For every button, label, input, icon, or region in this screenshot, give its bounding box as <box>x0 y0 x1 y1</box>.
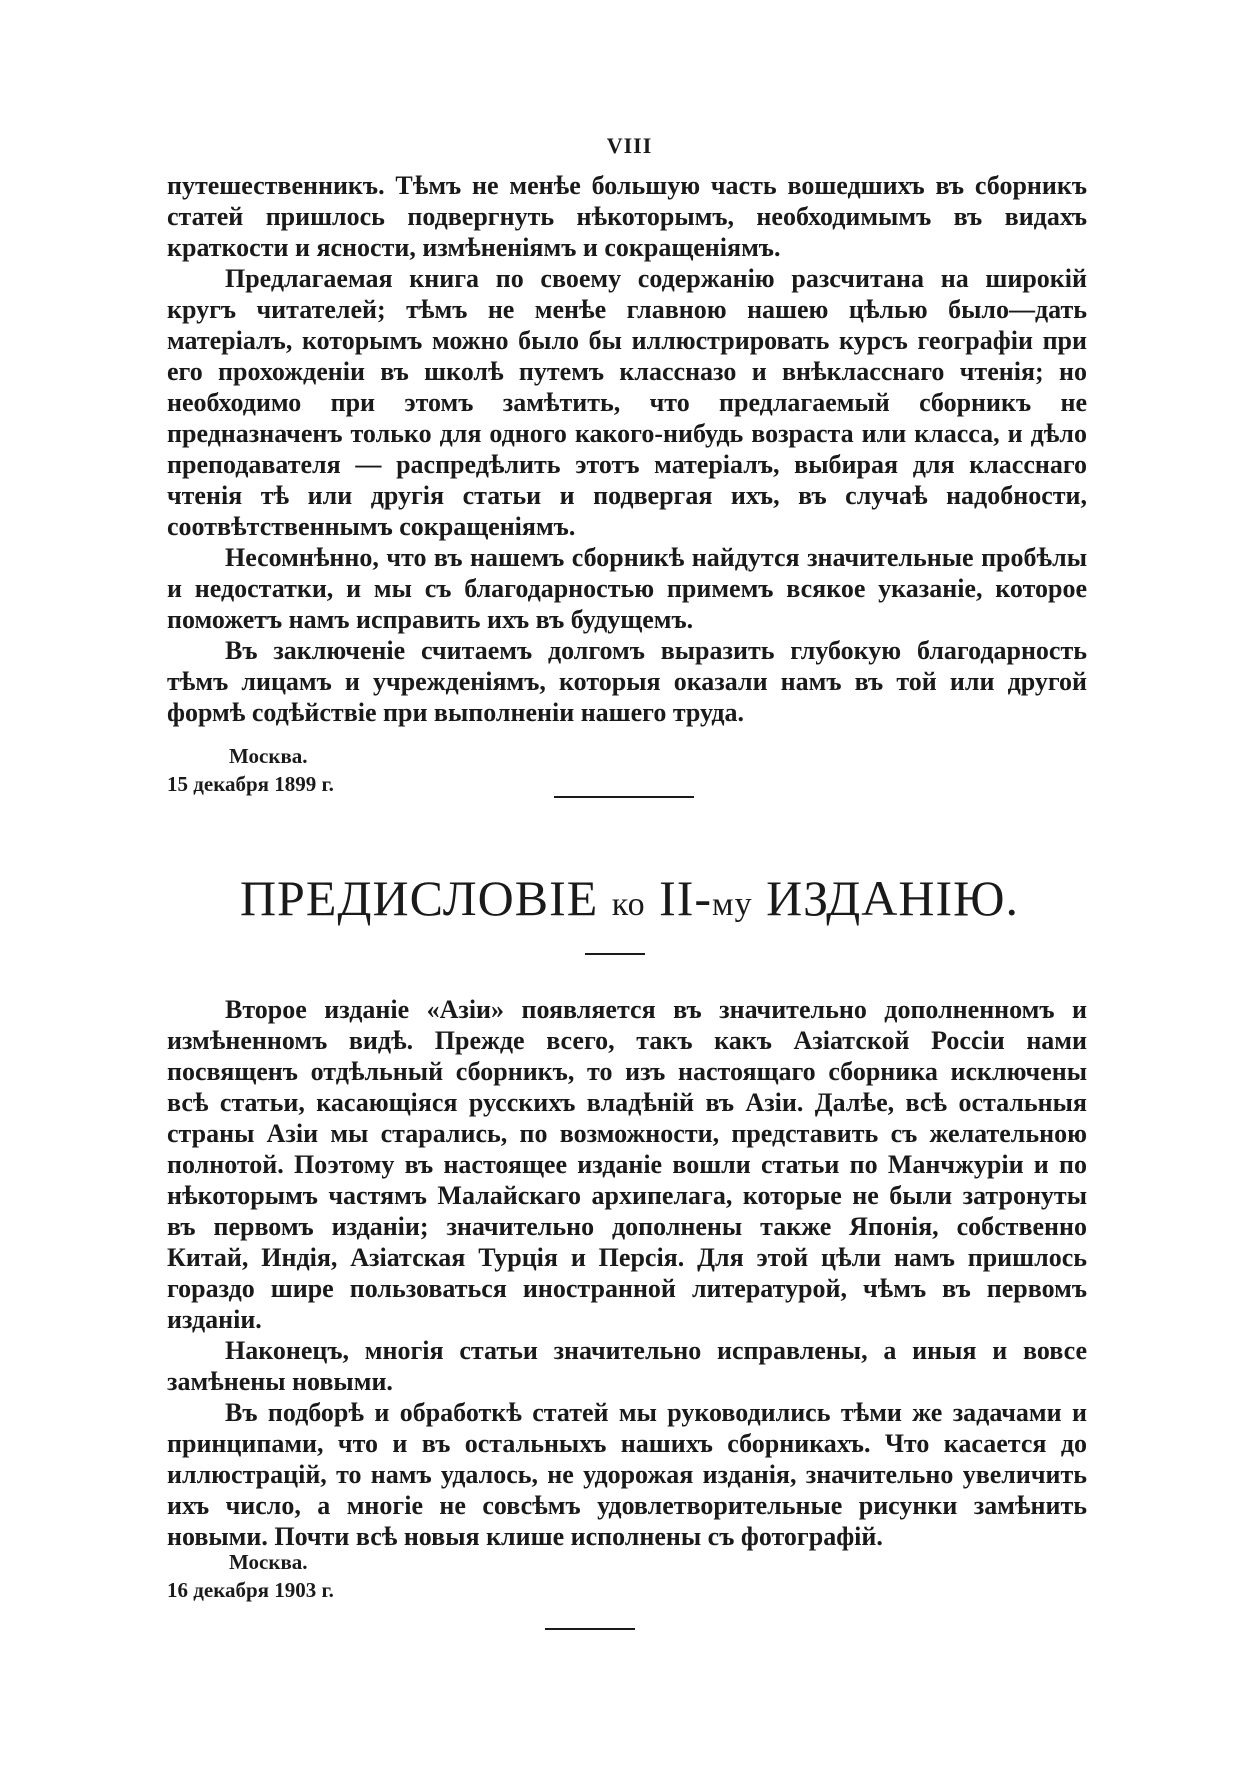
heading-part: ПРЕДИСЛОВІЕ <box>239 870 612 926</box>
paragraph: Въ заключеніе считаемъ долгомъ выразить глубокую благодарность тѣмъ лицамъ и учрежденіямъ, которыя оказали намъ въ той или другой формѣ содѣйствіе при выполненіи нашего труда. <box>167 636 1087 727</box>
paragraph: путешественникъ. Тѣмъ не менѣе большую часть вошедшихъ въ сборникъ статей пришлось подвергнуть нѣкоторымъ, необходимымъ въ видахъ краткости и ясности, измѣненіямъ и сокращеніямъ. <box>167 171 1087 262</box>
signature-1903 <box>167 1548 334 1604</box>
heading-part: ко <box>611 886 646 923</box>
signature-date: 15 декабря 1899 г. <box>167 772 334 796</box>
page-number: VIII <box>606 133 653 158</box>
heading-part: му <box>712 886 753 923</box>
heading-underline <box>585 953 645 955</box>
section-heading <box>0 868 1259 935</box>
end-divider <box>545 1628 635 1630</box>
signature-city: Москва. <box>229 1550 308 1574</box>
signature-date: 16 декабря 1903 г. <box>167 1578 334 1602</box>
signature-city: Москва. <box>229 744 308 768</box>
preface-second-edition <box>167 994 1087 1552</box>
heading-part: ИЗДАНІЮ. <box>752 870 1020 926</box>
paragraph: Несомнѣнно, что въ нашемъ сборникѣ найдутся значительные пробѣлы и недостатки, и мы съ благодарностью примемъ всякое указаніе, которое поможетъ намъ исправить ихъ въ будущемъ. <box>167 543 1087 634</box>
signature-1899 <box>167 742 334 798</box>
paragraph: Второе изданіе «Азіи» появляется въ значительно дополненномъ и измѣненномъ видѣ. Прежде всего, такъ какъ Азіатской Россіи нами посвященъ отдѣльный сборникъ, то изъ настоящаго сборника исключены всѣ статьи, касающіяся русскихъ владѣній въ Азіи. Далѣе, всѣ остальныя страны Азіи мы старались, по возможности, представить съ желательною полнотой. Поэтому въ настоящее изданіе вошли статьи по Манчжуріи и по нѣкоторымъ частямъ Малайскаго архипелага, которые не были затронуты въ первомъ изданіи; значительно дополнены также Японія, собственно Китай, Индія, Азіатская Турція и Персія. Для этой цѣли намъ пришлось гораздо шире пользоваться иностранной литературой, чѣмъ въ первомъ изданіи. <box>167 995 1087 1334</box>
section-divider <box>554 796 694 798</box>
paragraph: Предлагаемая книга по своему содержанію разсчитана на широкій кругъ читателей; тѣмъ не менѣе главною нашею цѣлью было—дать матеріалъ, которымъ можно было бы иллюстрировать курсъ географіи при его прохожденіи въ школѣ путемъ классназо и внѣкласснаго чтенія; но необходимо при этомъ замѣтить, что предлагаемый сборникъ не предназначенъ только для одного какого-нибудь возраста или класса, и дѣло преподавателя — распредѣлить этотъ матеріалъ, выбирая для класснаго чтенія тѣ или другія статьи и подвергая ихъ, въ случаѣ надобности, соотвѣтственнымъ сокращеніямъ. <box>167 264 1087 541</box>
preface-first-continued <box>167 170 1087 728</box>
paragraph: Наконецъ, многія статьи значительно исправлены, а иныя и вовсе замѣнены новыми. <box>167 1336 1087 1396</box>
paragraph: Въ подборѣ и обработкѣ статей мы руководились тѣми же задачами и принципами, что и въ остальныхъ нашихъ сборникахъ. Что касается до иллюстрацій, то намъ удалось, не удорожая изданія, значительно увеличить ихъ число, а многіе не совсѣмъ удовлетворительные рисунки замѣнить новыми. Почти всѣ новыя клише исполнены съ фотографій. <box>167 1398 1087 1551</box>
heading-part: II- <box>645 870 713 926</box>
